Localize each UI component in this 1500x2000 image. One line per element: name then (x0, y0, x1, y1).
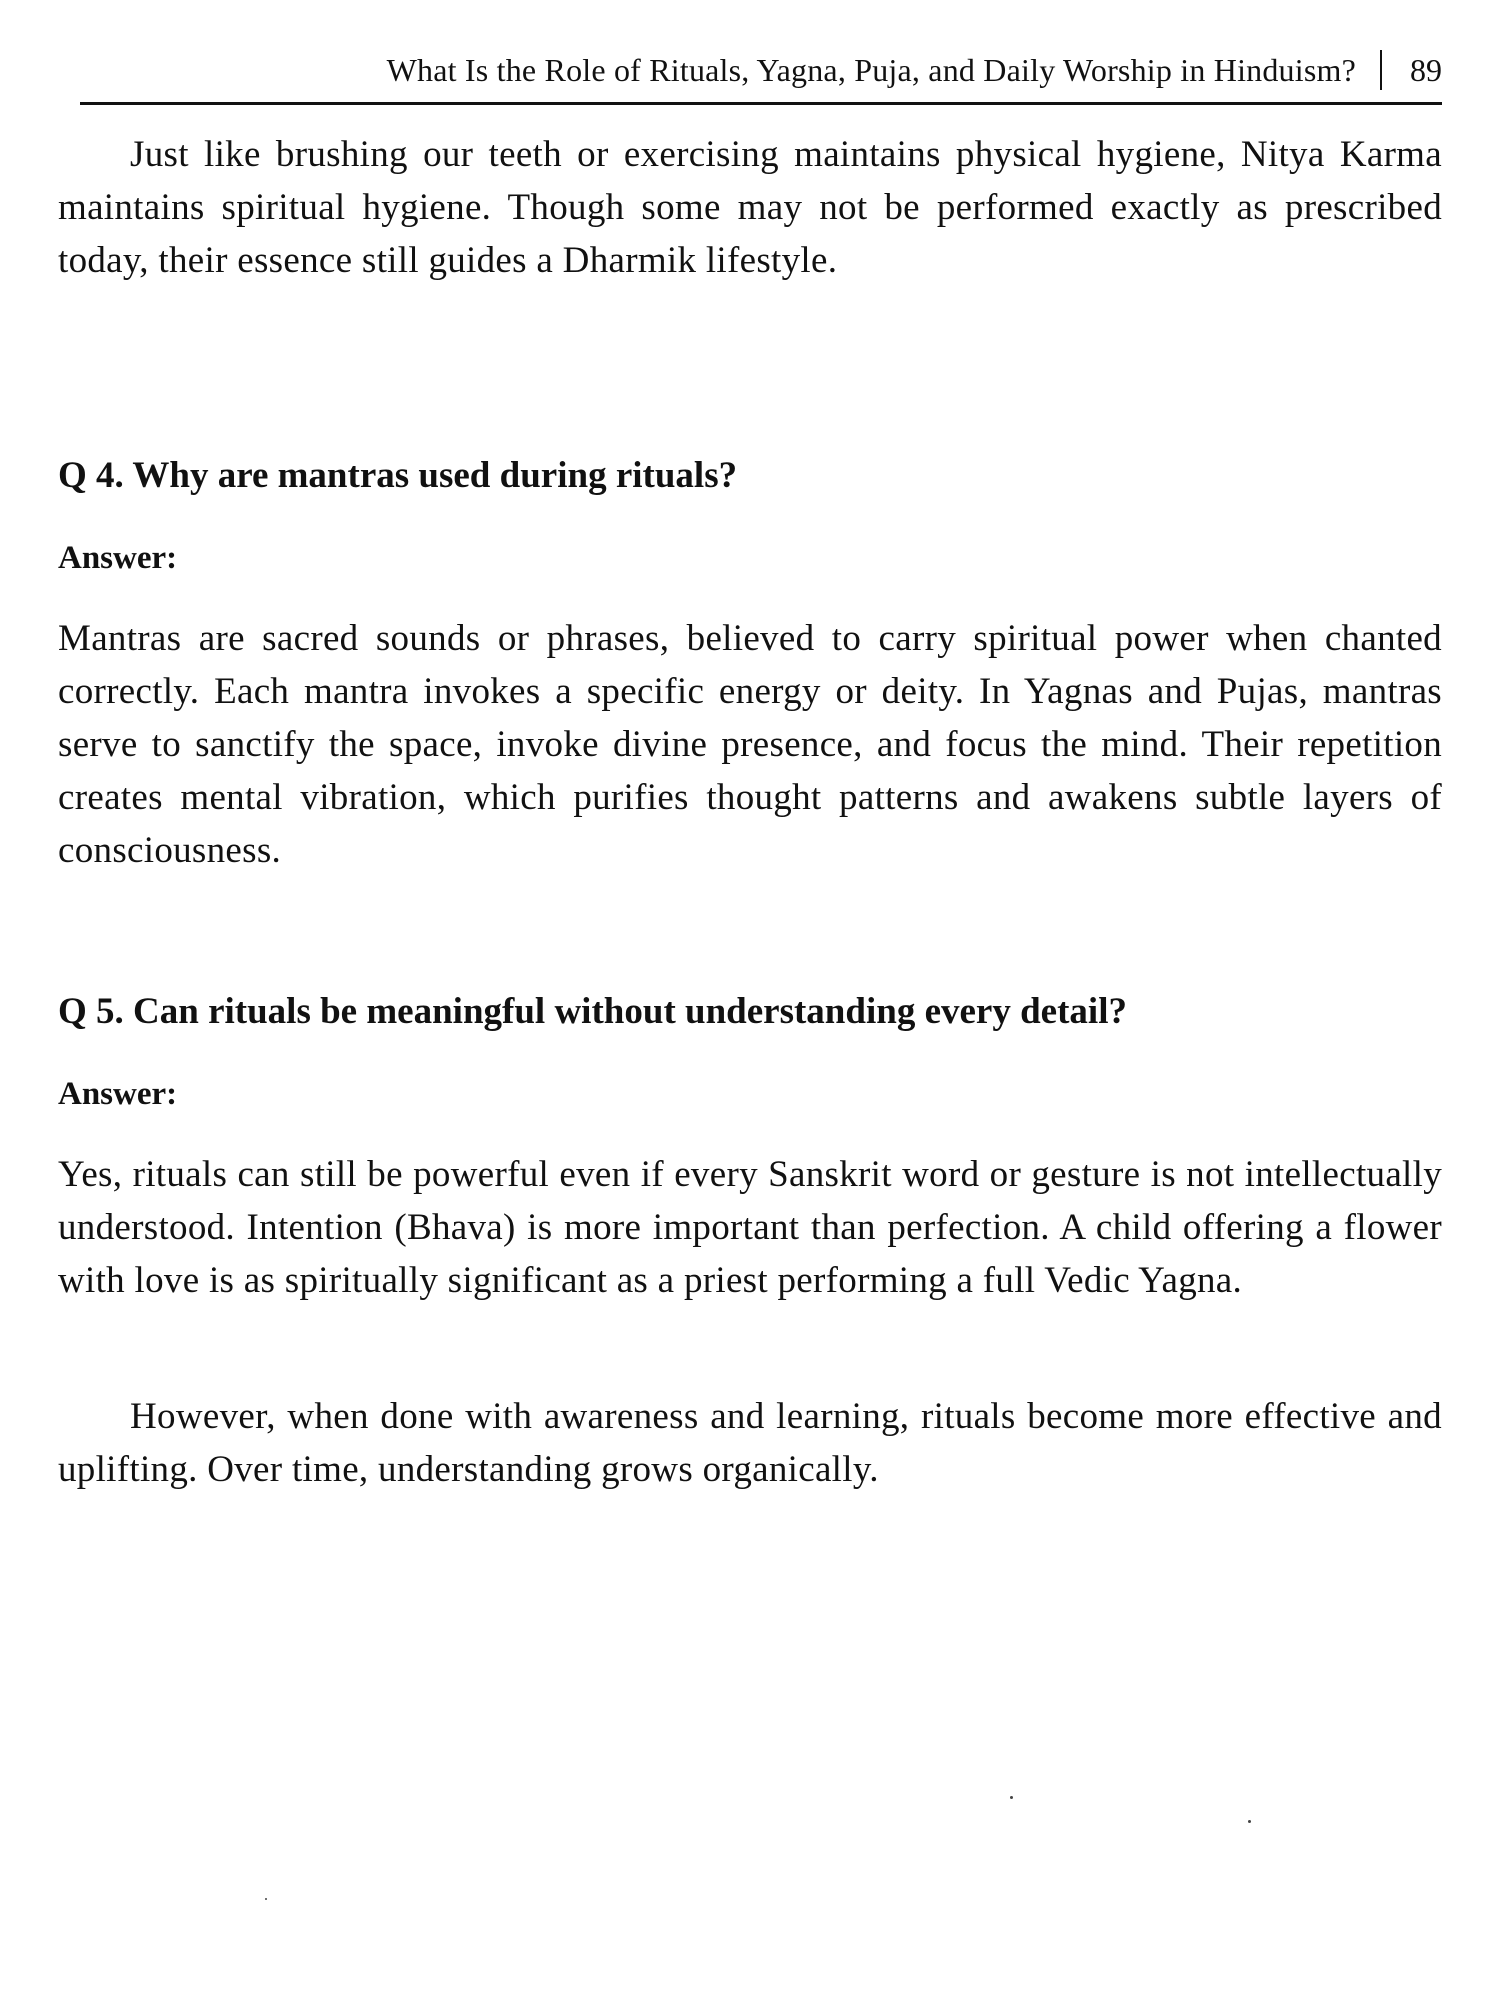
question-5-heading: Q 5. Can rituals be meaningful without understanding every detail? (58, 991, 1127, 1032)
page-number: 89 (1410, 52, 1442, 88)
question-4-answer-label: Answer: (58, 540, 178, 576)
chapter-title: What Is the Role of Rituals, Yagna, Puja, and Daily Worship in Hinduism? (386, 52, 1356, 88)
header-separator (1380, 50, 1382, 90)
scan-speck (1010, 1796, 1013, 1799)
scan-speck (1248, 1820, 1251, 1823)
intro-paragraph: Just like brushing our teeth or exercising maintains physical hygiene, Nitya Karma maintains spiritual hygiene. Though some may not be performed exactly as prescribed today, their essence still guides a Dharmik lifestyle. (58, 134, 1442, 281)
question-4-answer: Mantras are sacred sounds or phrases, believed to carry spiritual power when chanted correctly. Each mantra invokes a specific energy or deity. In Yagnas and Pujas, mantras serve to sanctify the space, invoke divine presence, and focus the mind. Their repetition creates mental vibration, which purifies thought patterns and awakens subtle layers of consciousness. (58, 618, 1442, 871)
question-5-answer-paragraph-1: Yes, rituals can still be powerful even if every Sanskrit word or gesture is not intellectually understood. Intention (Bhava) is more important than perfection. A child offering a flower with love is as spiritually significant as a priest performing a full Vedic Yagna. (58, 1154, 1442, 1301)
scan-speck (265, 1898, 267, 1900)
question-5-answer-paragraph-2: However, when done with awareness and learning, rituals become more effective and uplifting. Over time, understanding grows organically. (58, 1396, 1442, 1490)
running-header (80, 38, 1442, 105)
question-5-answer-label: Answer: (58, 1076, 178, 1112)
question-4-heading: Q 4. Why are mantras used during rituals? (58, 455, 738, 496)
